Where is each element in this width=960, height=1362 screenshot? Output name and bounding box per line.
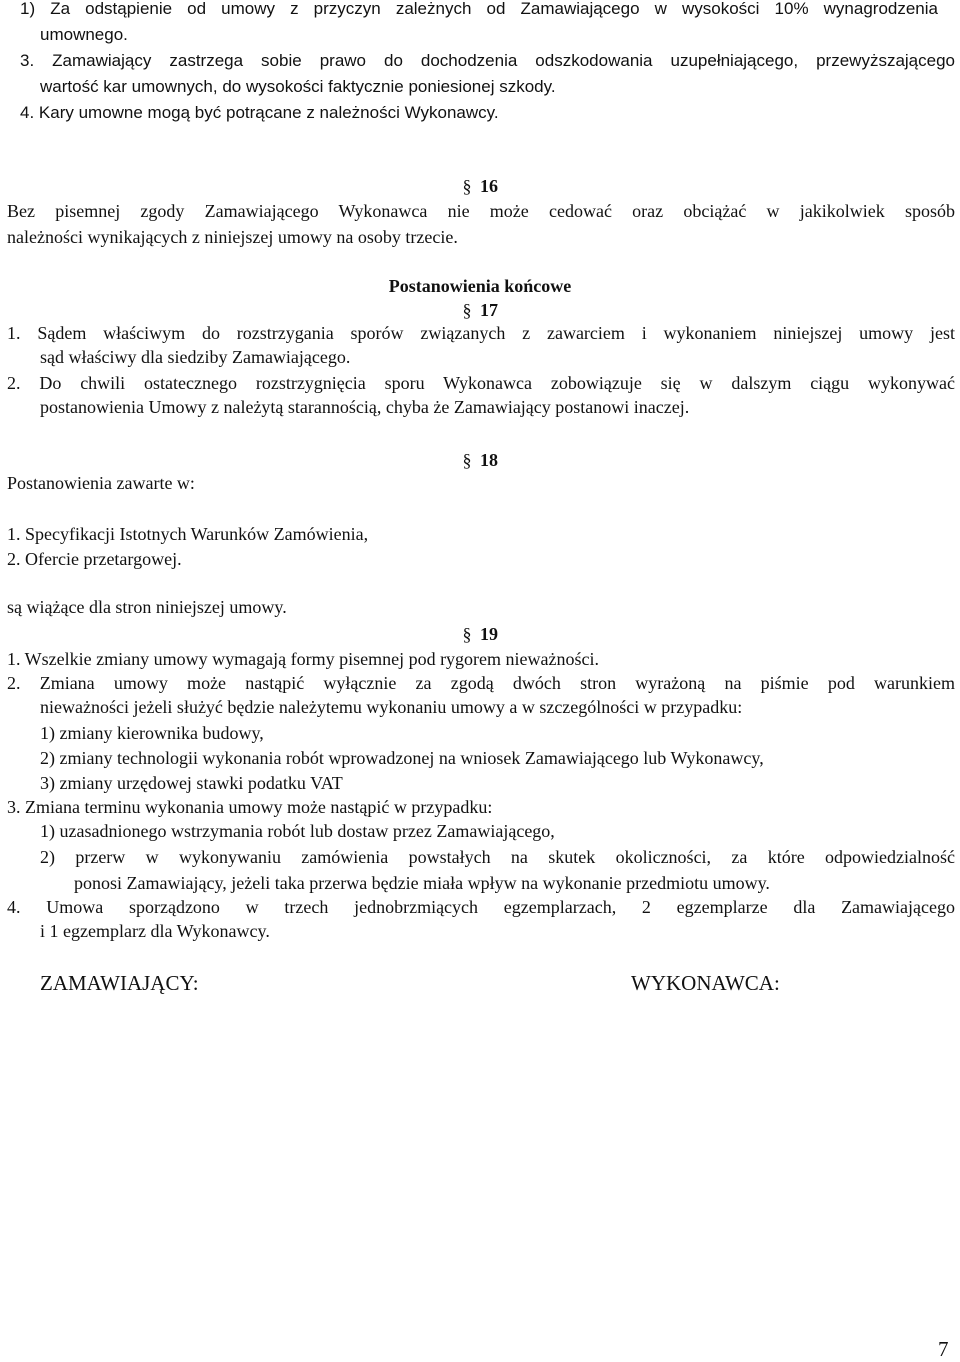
- section-18-closing: są wiążące dla stron niniejszej umowy.: [7, 597, 287, 617]
- final-provisions-heading: Postanowienia końcowe: [388, 276, 572, 296]
- section-19-p3-sub-1: 1) uzasadnionego wstrzymania robót lub dostaw przez Zamawiającego,: [40, 821, 555, 841]
- section-19-p2-line-1: 2. Zmiana umowy może nastąpić wyłącznie za zgodą dwóch stron wyrażoną na piśmie pod warunkiem: [7, 673, 955, 693]
- section-19-p3-sub-2-line-2: ponosi Zamawiający, jeżeli taka przerwa będzie miała wpływ na wykonanie przedmiotu umowy.: [74, 873, 770, 893]
- top-line-1: 1) Za odstąpienie od umowy z przyczyn zależnych od Zamawiającego w wysokości 10% wynagrodzenia: [20, 0, 938, 18]
- section-19-p1: 1. Wszelkie zmiany umowy wymagają formy pisemnej pod rygorem nieważności.: [7, 649, 600, 669]
- section-16-line-1: Bez pisemnej zgody Zamawiającego Wykonawca nie może cedować oraz obciążać w jakikolwiek sposób: [7, 201, 955, 221]
- top-line-3: 3. Zamawiający zastrzega sobie prawo do dochodzenia odszkodowania uzupełniającego, przewyższającego: [20, 51, 955, 70]
- section-17-p2-line-1: 2. Do chwili ostatecznego rozstrzygnięcia sporu Wykonawca zobowiązuje się w dalszym ciągu wykonywać: [7, 373, 955, 393]
- section-16-number: § 16: [462, 176, 498, 196]
- section-17-p2-line-2: postanowienia Umowy z należytą starannością, chyba że Zamawiający postanowi inaczej.: [40, 397, 690, 417]
- section-19-p4-line-2: i 1 egzemplarz dla Wykonawcy.: [40, 921, 270, 941]
- section-19-p2-sub-1: 1) zmiany kierownika budowy,: [40, 723, 264, 743]
- signature-contractor: WYKONAWCA:: [631, 971, 780, 995]
- page-number: 7: [938, 1337, 949, 1361]
- section-17-p1-line-2: sąd właściwy dla siedziby Zamawiającego.: [40, 347, 351, 367]
- section-18-number: § 18: [462, 450, 498, 470]
- top-line-4: wartość kar umownych, do wysokości faktycznie poniesionej szkody.: [40, 77, 556, 96]
- section-19-p4-line-1: 4. Umowa sporządzono w trzech jednobrzmiących egzemplarzach, 2 egzemplarze dla Zamawiającego: [7, 897, 955, 917]
- section-18-item-1: 1. Specyfikacji Istotnych Warunków Zamówienia,: [7, 524, 369, 544]
- section-symbol: §: [462, 176, 472, 196]
- signature-contracting-authority: ZAMAWIAJĄCY:: [40, 971, 199, 995]
- section-19-p3-sub-2-line-1: 2) przerw w wykonywaniu zamówienia powstałych na skutek okoliczności, za które odpowiedzialność: [40, 847, 955, 867]
- section-19-p2-line-2: nieważności jeżeli służyć będzie należytemu wykonaniu umowy a w szczególności w przypadku:: [40, 697, 743, 717]
- section-17-number: § 17: [462, 300, 498, 320]
- section-18-intro: Postanowienia zawarte w:: [7, 473, 195, 493]
- section-19-number: § 19: [462, 624, 498, 644]
- section-19-p2-sub-2: 2) zmiany technologii wykonania robót wprowadzonej na wniosek Zamawiającego lub Wykonawcy,: [40, 748, 764, 768]
- section-symbol: §: [462, 624, 472, 644]
- top-line-2: umownego.: [40, 25, 128, 44]
- section-16-line-2: należności wynikających z niniejszej umowy na osoby trzecie.: [7, 227, 458, 247]
- section-symbol: §: [462, 300, 472, 320]
- section-17-p1-line-1: 1. Sądem właściwym do rozstrzygania sporów związanych z zawarciem i wykonaniem niniejszej umowy jest: [7, 323, 955, 343]
- section-19-p3: 3. Zmiana terminu wykonania umowy może nastąpić w przypadku:: [7, 797, 493, 817]
- section-18-item-2: 2. Ofercie przetargowej.: [7, 549, 182, 569]
- top-line-5: 4. Kary umowne mogą być potrącane z należności Wykonawcy.: [20, 103, 499, 122]
- section-19-p2-sub-3: 3) zmiany urzędowej stawki podatku VAT: [40, 773, 343, 793]
- section-symbol: §: [462, 450, 472, 470]
